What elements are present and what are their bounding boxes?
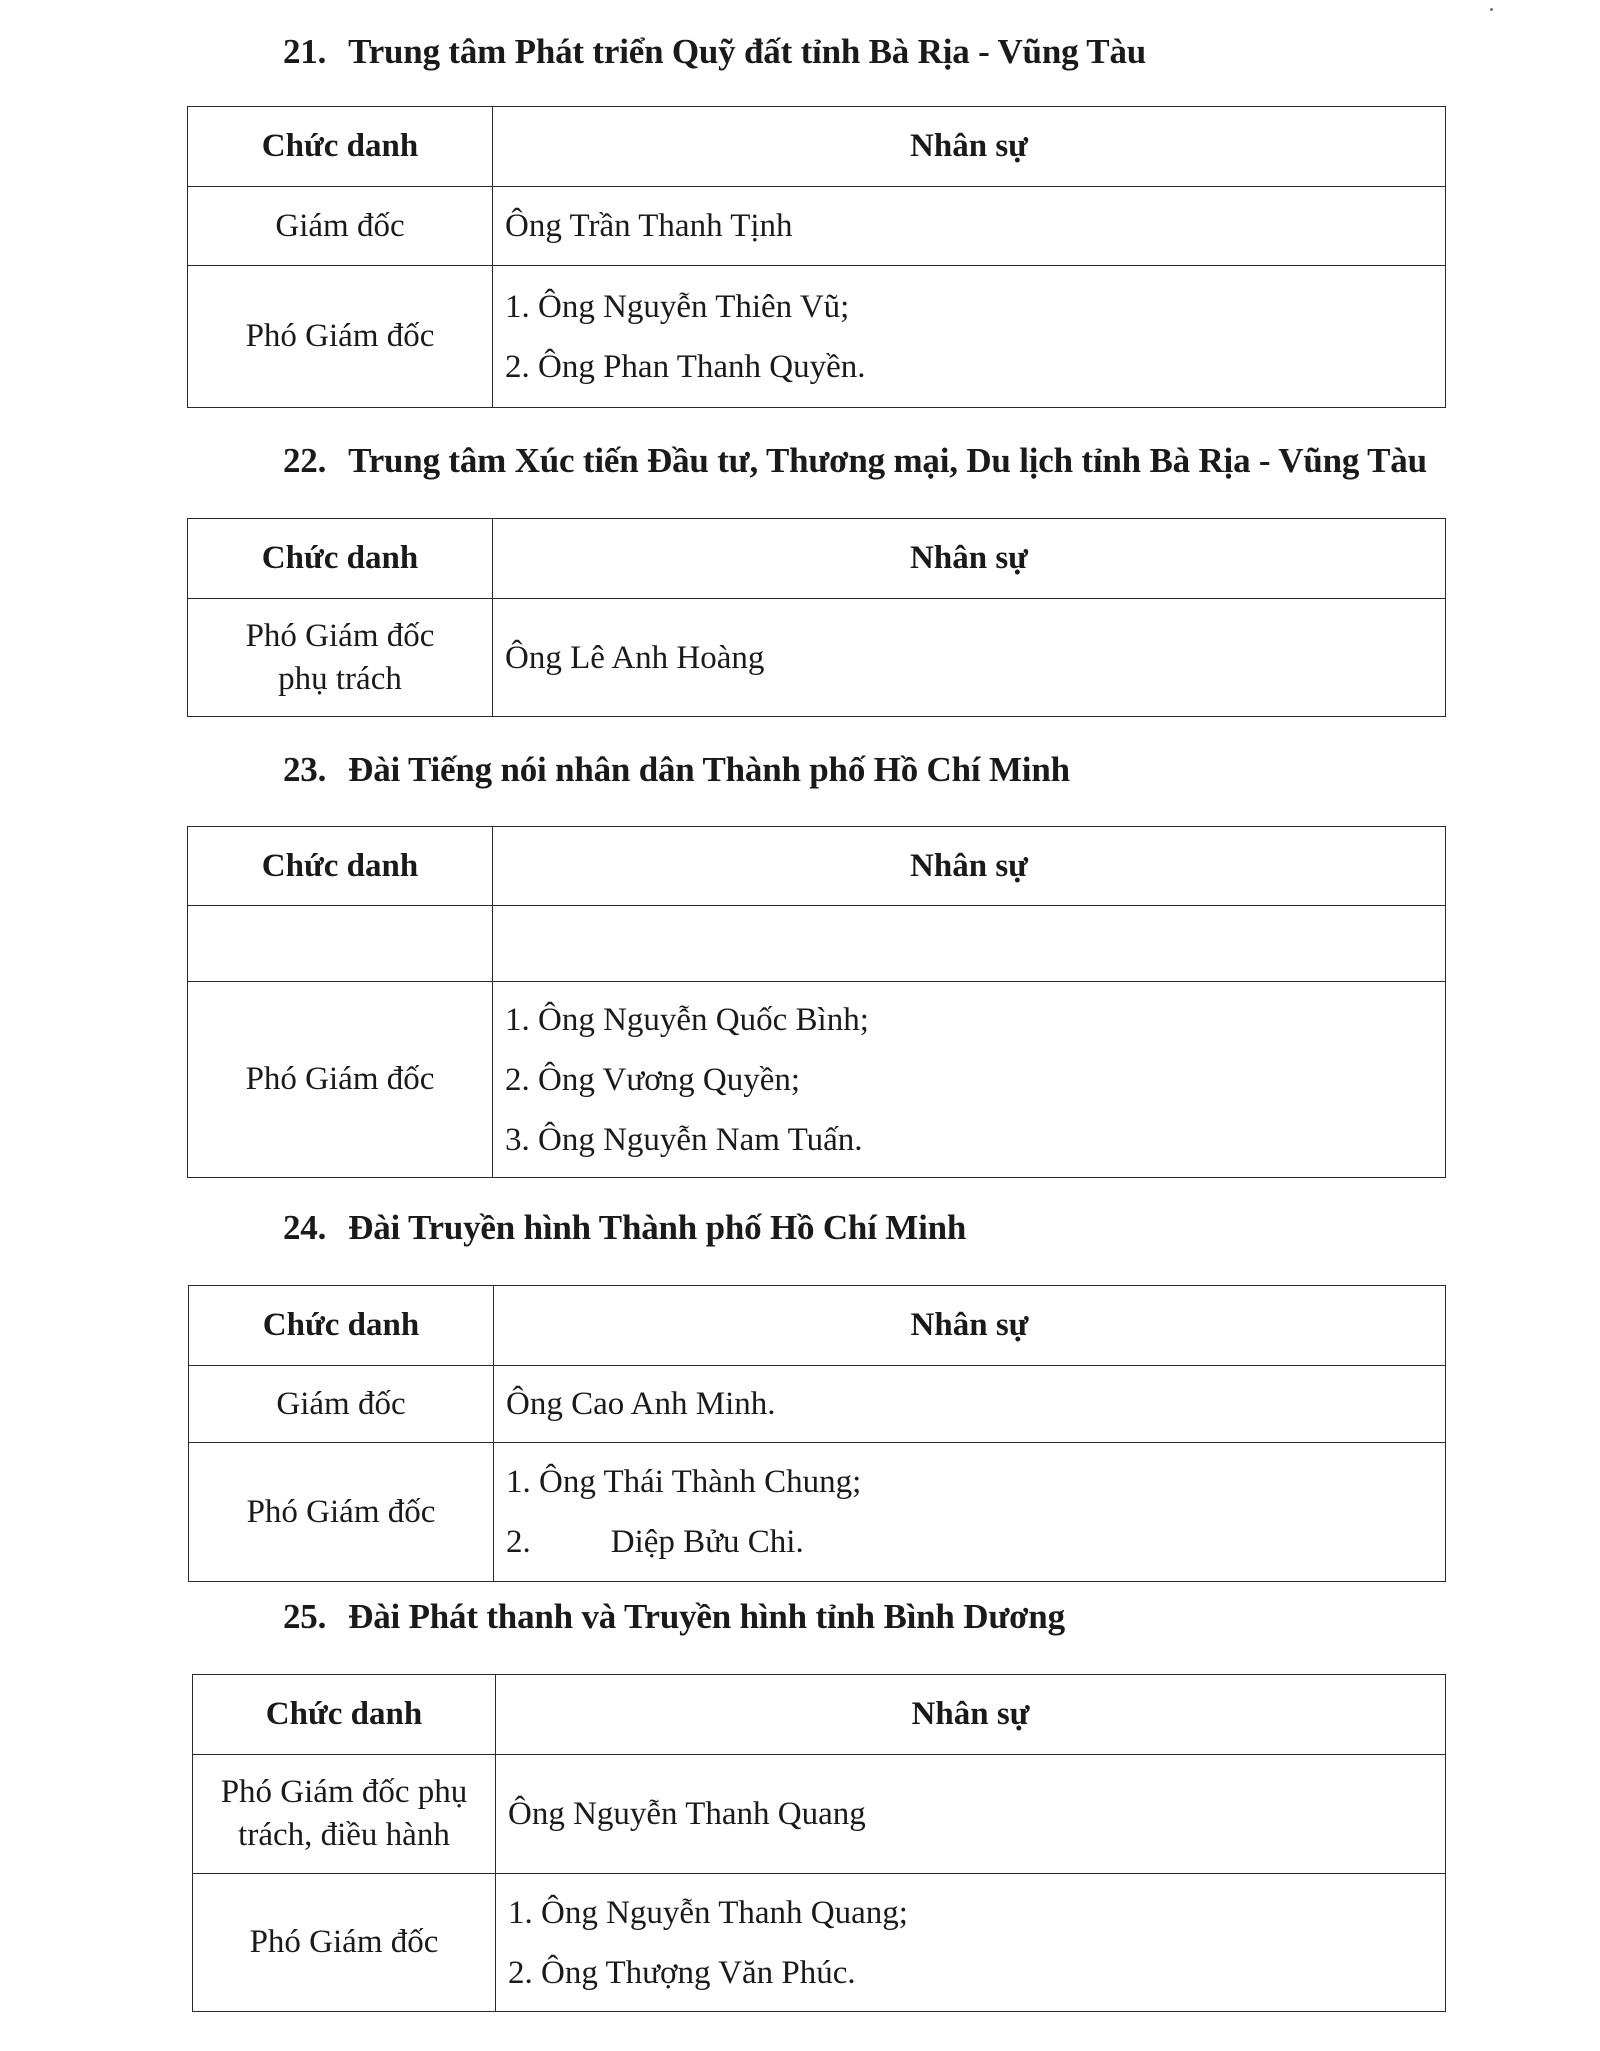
table-header-row	[189, 1286, 1446, 1366]
column-header-role: Chức danh	[188, 827, 493, 906]
section-number: 22.	[283, 441, 327, 480]
list-number: 2.	[506, 1524, 531, 1560]
table-header-row	[193, 1675, 1446, 1755]
column-header-role: Chức danh	[188, 519, 493, 599]
section-21-heading	[283, 32, 1146, 72]
table-row	[188, 187, 1446, 266]
table-row	[188, 982, 1446, 1178]
column-header-staff: Nhân sự	[493, 107, 1446, 187]
column-header-staff: Nhân sự	[494, 1286, 1446, 1366]
role-line: phụ trách	[278, 660, 402, 697]
role-cell: Phó Giám đốc	[188, 982, 493, 1178]
column-header-staff: Nhân sự	[496, 1675, 1446, 1755]
section-number: 24.	[283, 1208, 327, 1247]
column-header-role: Chức danh	[188, 107, 493, 187]
role-line: Phó Giám đốc phụ	[220, 1774, 468, 1810]
role-cell: Phó Giám đốc	[193, 1874, 496, 2012]
role-cell: Giám đốc	[189, 1366, 494, 1443]
person-name: Ông Nguyễn Thanh Quang	[508, 1796, 866, 1832]
section-23-table	[187, 826, 1446, 1178]
column-header-role: Chức danh	[189, 1286, 494, 1366]
section-title: Đài Truyền hình Thành phố Hồ Chí Minh	[348, 1208, 967, 1247]
person-name: 2. Ông Thượng Văn Phúc.	[508, 1954, 856, 1991]
section-title: Trung tâm Phát triển Quỹ đất tỉnh Bà Rịa - Vũng Tàu	[348, 32, 1147, 71]
column-header-staff: Nhân sự	[493, 827, 1446, 906]
person-name: Ông Cao Anh Minh.	[506, 1386, 776, 1422]
staff-cell	[493, 266, 1446, 408]
section-21-table	[187, 106, 1446, 408]
scan-speck	[1490, 8, 1493, 11]
person-name: 1. Ông Thái Thành Chung;	[506, 1464, 862, 1500]
table-row	[189, 1366, 1446, 1443]
staff-cell	[496, 1874, 1446, 2012]
staff-cell	[496, 1755, 1446, 1874]
role-cell: Giám đốc	[188, 187, 493, 266]
person-name-redacted	[506, 1512, 1445, 1572]
section-23-heading	[283, 750, 1070, 790]
person-surname: Diệp Bửu Chi.	[610, 1524, 804, 1560]
section-25-heading	[283, 1597, 1065, 1637]
section-number: 21.	[283, 32, 327, 71]
section-title: Đài Phát thanh và Truyền hình tỉnh Bình Dương	[348, 1597, 1065, 1636]
person-name: 2. Ông Phan Thanh Quyền.	[505, 348, 866, 385]
staff-cell	[494, 1443, 1446, 1582]
table-row	[193, 1874, 1446, 2012]
section-title: Đài Tiếng nói nhân dân Thành phố Hồ Chí Minh	[348, 750, 1070, 789]
staff-cell	[494, 1366, 1446, 1443]
role-line: Phó Giám đốc	[245, 617, 435, 654]
role-line: trách, điều hành	[238, 1817, 450, 1853]
table-row	[188, 266, 1446, 408]
section-24-heading	[283, 1208, 966, 1248]
role-cell	[188, 906, 493, 982]
role-cell: Phó Giám đốc	[188, 266, 493, 408]
staff-cell	[493, 982, 1446, 1178]
table-row	[193, 1755, 1446, 1874]
person-name: 1. Ông Nguyễn Thanh Quang;	[508, 1894, 908, 1931]
column-header-staff: Nhân sự	[493, 519, 1446, 599]
table-header-row	[188, 519, 1446, 599]
role-cell: Phó Giám đốc	[189, 1443, 494, 1582]
section-24-table	[188, 1285, 1446, 1582]
role-cell	[193, 1755, 496, 1874]
person-name: 3. Ông Nguyễn Nam Tuấn.	[505, 1121, 863, 1158]
staff-cell	[493, 906, 1446, 982]
person-name: Ông Trần Thanh Tịnh	[505, 208, 793, 244]
person-name: 1. Ông Nguyễn Thiên Vũ;	[505, 288, 850, 325]
column-header-role: Chức danh	[193, 1675, 496, 1755]
section-number: 23.	[283, 750, 327, 789]
person-name: 1. Ông Nguyễn Quốc Bình;	[505, 1001, 869, 1038]
staff-cell	[493, 187, 1446, 266]
table-row	[188, 906, 1446, 982]
section-22-table	[187, 518, 1446, 717]
role-cell	[188, 599, 493, 717]
table-header-row	[188, 107, 1446, 187]
staff-cell	[493, 599, 1446, 717]
table-row	[188, 599, 1446, 717]
section-22-heading	[283, 441, 1427, 481]
section-title: Trung tâm Xúc tiến Đầu tư, Thương mại, Du lịch tỉnh Bà Rịa - Vũng Tàu	[348, 441, 1427, 480]
section-25-table	[192, 1674, 1446, 2012]
table-row	[189, 1443, 1446, 1582]
person-name: 2. Ông Vương Quyền;	[505, 1061, 801, 1098]
section-number: 25.	[283, 1597, 327, 1636]
person-name: Ông Lê Anh Hoàng	[505, 639, 765, 676]
table-header-row	[188, 827, 1446, 906]
